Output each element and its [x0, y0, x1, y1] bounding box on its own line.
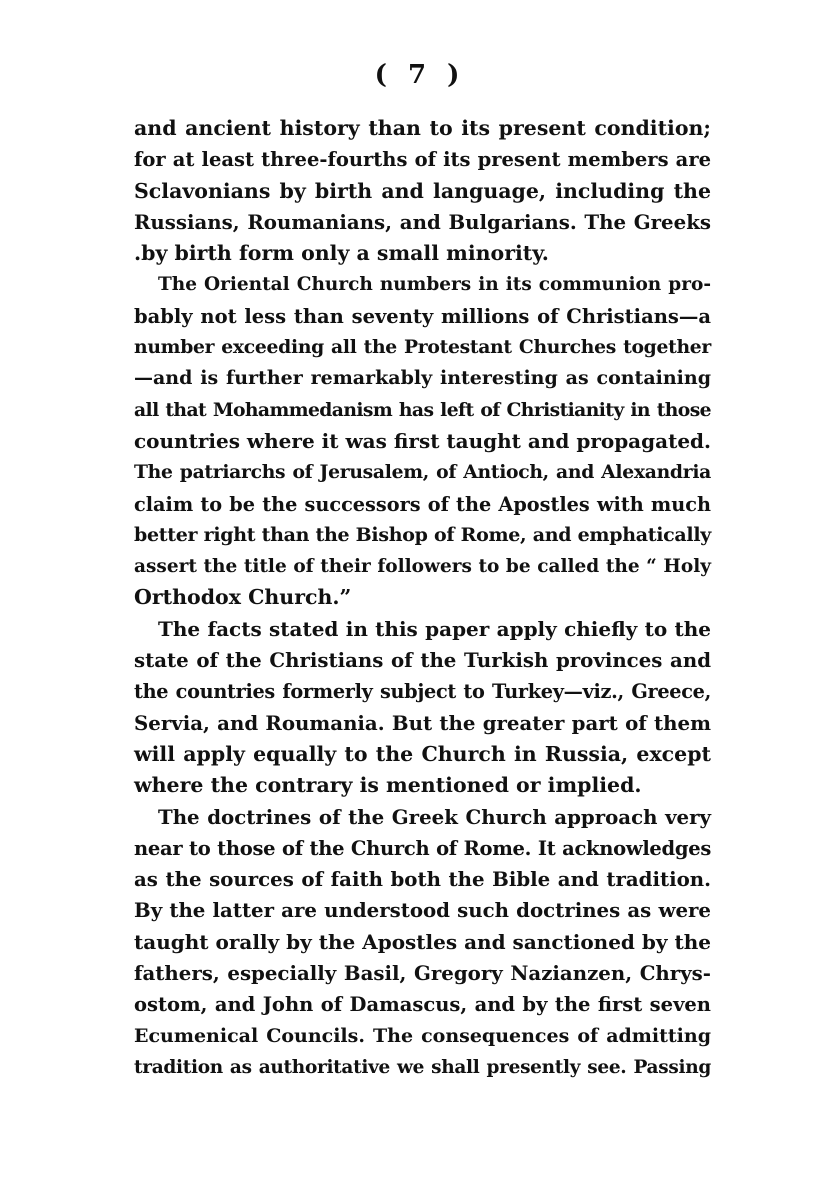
paragraph: [134, 802, 711, 1084]
text-line: The facts stated in this paper apply chiefly to the: [158, 616, 711, 641]
text-line: all that Mohammedanism has left of Christianity in those: [134, 398, 711, 421]
text-line: the countries formerly subject to Turkey—viz., Greece,: [134, 680, 711, 704]
text-line: and ancient history than to its present condition;: [134, 116, 711, 140]
paragraph: [134, 614, 711, 802]
text-line: The patriarchs of Jerusalem, of Antioch, and Alexandria: [134, 461, 711, 484]
page-number: ( 7 ): [374, 60, 466, 90]
text-line: ostom, and John of Damascus, and by the first seven: [134, 993, 711, 1017]
text-line: Russians, Roumanians, and Bulgarians. The Greeks: [134, 209, 711, 234]
body-text: [134, 113, 711, 1083]
text-line: countries where it was first taught and propagated.: [134, 428, 711, 453]
text-line: Sclavonians by birth and language, including the: [134, 178, 711, 203]
text-line: claim to be the successors of the Apostles with much: [134, 492, 711, 516]
text-line: Servia, and Roumania. But the greater part of them: [134, 710, 711, 735]
text-line: —and is further remarkably interesting as containing: [134, 367, 711, 390]
text-line: will apply equally to the Church in Russia, except: [134, 741, 711, 766]
text-line: The doctrines of the Greek Church approach very: [158, 804, 711, 829]
text-line: near to those of the Church of Rome. It acknowledges: [134, 836, 711, 860]
text-line: tradition as authoritative we shall presently see. Passing: [134, 1056, 711, 1078]
text-line: By the latter are understood such doctrines as were: [134, 898, 711, 923]
text-line: better right than the Bishop of Rome, and emphatically: [134, 523, 711, 546]
text-line: The Oriental Church numbers in its communion pro-: [158, 274, 711, 296]
text-line: where the contrary is mentioned or implied.: [134, 773, 642, 798]
text-line: number exceeding all the Protestant Churches together: [134, 336, 711, 359]
text-line: taught orally by the Apostles and sanctioned by the: [134, 929, 711, 954]
text-line: as the sources of faith both the Bible and tradition.: [134, 867, 711, 892]
text-line: fathers, especially Basil, Gregory Nazianzen, Chrys-: [134, 961, 711, 986]
text-line: assert the title of their followers to be called the “ Holy: [134, 556, 711, 578]
paragraph: [134, 113, 711, 269]
paragraph: [134, 269, 711, 613]
text-line: Orthodox Church.”: [134, 585, 352, 610]
text-line: state of the Christians of the Turkish provinces and: [134, 648, 711, 673]
text-line: for at least three-fourths of its present members are: [134, 148, 711, 172]
text-line: bably not less than seventy millions of Christians—a: [134, 304, 711, 328]
text-line: .by birth form only a small minority.: [134, 241, 549, 266]
text-line: Ecumenical Councils. The consequences of admitting: [134, 1024, 711, 1047]
